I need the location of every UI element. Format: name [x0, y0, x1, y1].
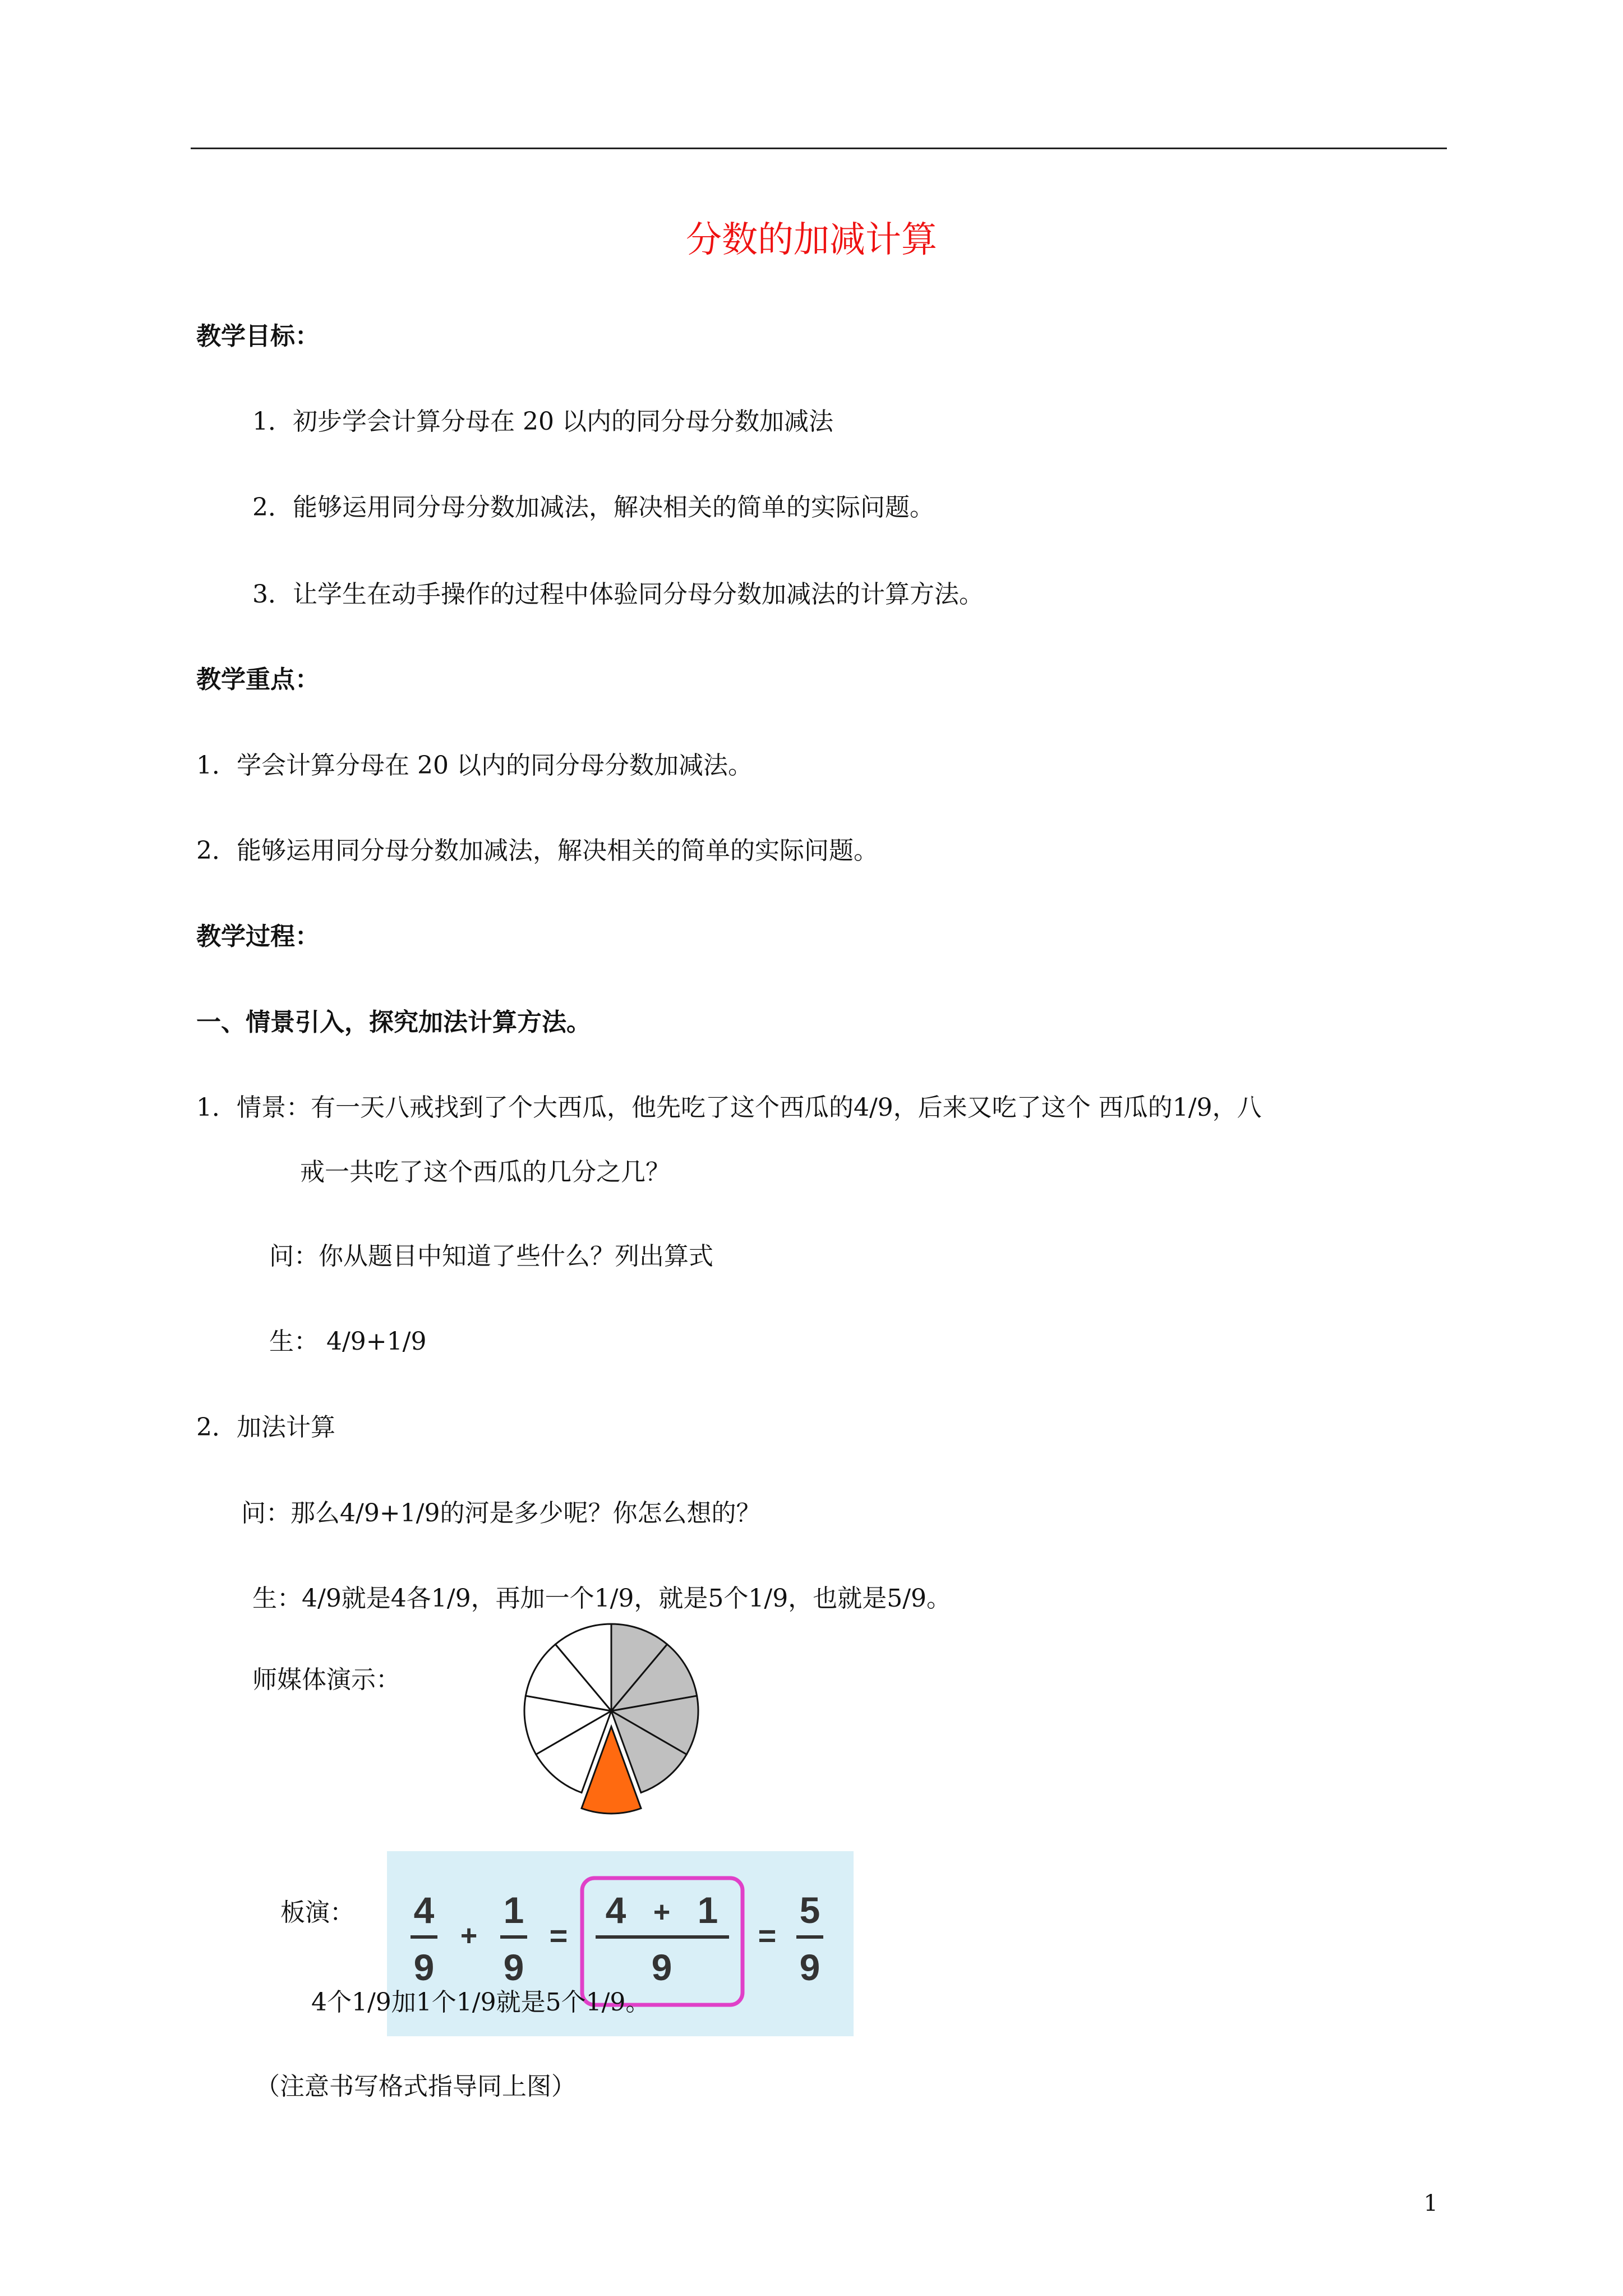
fraction-bar	[500, 1935, 527, 1939]
header-rule	[191, 148, 1447, 149]
goal-item: 1．初步学会计算分母在 20 以内的同分母分数加减法	[252, 407, 833, 436]
equals-sign: =	[549, 1918, 568, 1953]
combined-numerator-b: 1	[697, 1889, 718, 1931]
step-2-heading: 2．加法计算	[196, 1413, 335, 1442]
equals-sign: =	[758, 1918, 777, 1953]
goals-heading: 教学目标：	[196, 322, 320, 351]
fraction-a-denominator: 9	[413, 1947, 435, 1988]
board-label: 板演：	[280, 1898, 354, 1927]
scene-text-continued: 戒一共吃了这个西瓜的几分之几？	[300, 1158, 670, 1186]
key-point: 1．学会计算分母在 20 以内的同分母分数加减法。	[196, 751, 753, 780]
fraction-bar	[411, 1935, 437, 1939]
goal-item: 3．让学生在动手操作的过程中体验同分母分数加减法的计算方法。	[252, 580, 984, 609]
key-point: 2．能够运用同分母分数加减法，解决相关的简单的实际问题。	[196, 836, 878, 865]
result-denominator: 9	[799, 1947, 820, 1988]
part1-heading: 一、情景引入，探究加法计算方法。	[196, 1008, 591, 1037]
plus-sign: +	[460, 1920, 478, 1952]
pie-slices	[524, 1624, 698, 1814]
goal-item: 2．能够运用同分母分数加减法，解决相关的简单的实际问题。	[252, 493, 934, 522]
question-2: 问：那么4/9+1/9的河是多少呢？你怎么想的？	[241, 1499, 761, 1527]
combined-denominator: 9	[651, 1947, 672, 1988]
scene-text: 1．情景：有一天八戒找到了个大西瓜，他先吃了这个西瓜的4/9，后来又吃了这个 西瓜的1/9，八	[196, 1093, 1262, 1122]
answer-1: 生： 4/9+1/9	[269, 1327, 427, 1356]
fraction-bar	[596, 1935, 729, 1939]
key-heading: 教学重点：	[196, 665, 320, 694]
result-numerator: 5	[799, 1889, 820, 1931]
combined-plus-sign: +	[653, 1896, 671, 1929]
page-number: 1	[1423, 2191, 1438, 2216]
question-1: 问：你从题目中知道了些什么？列出算式	[269, 1242, 713, 1271]
answer-2: 生：4/9就是4各1/9，再加一个1/9，就是5个1/9，也就是5/9。	[252, 1584, 952, 1613]
demo-label: 师媒体演示：	[252, 1665, 400, 1694]
watermelon-pie-diagram	[516, 1621, 712, 1834]
fraction-b-numerator: 1	[503, 1889, 524, 1931]
process-heading: 教学过程：	[196, 922, 320, 951]
fraction-bar	[796, 1935, 823, 1939]
board-caption: 4个1/9加1个1/9就是5个1/9。	[311, 1988, 651, 2017]
fraction-a-numerator: 4	[413, 1889, 435, 1931]
fraction-b-denominator: 9	[503, 1947, 524, 1988]
document-title: 分数的加减计算	[686, 219, 937, 261]
format-note: （注意书写格式指导同上图）	[255, 2072, 576, 2101]
combined-numerator-a: 4	[605, 1889, 626, 1931]
